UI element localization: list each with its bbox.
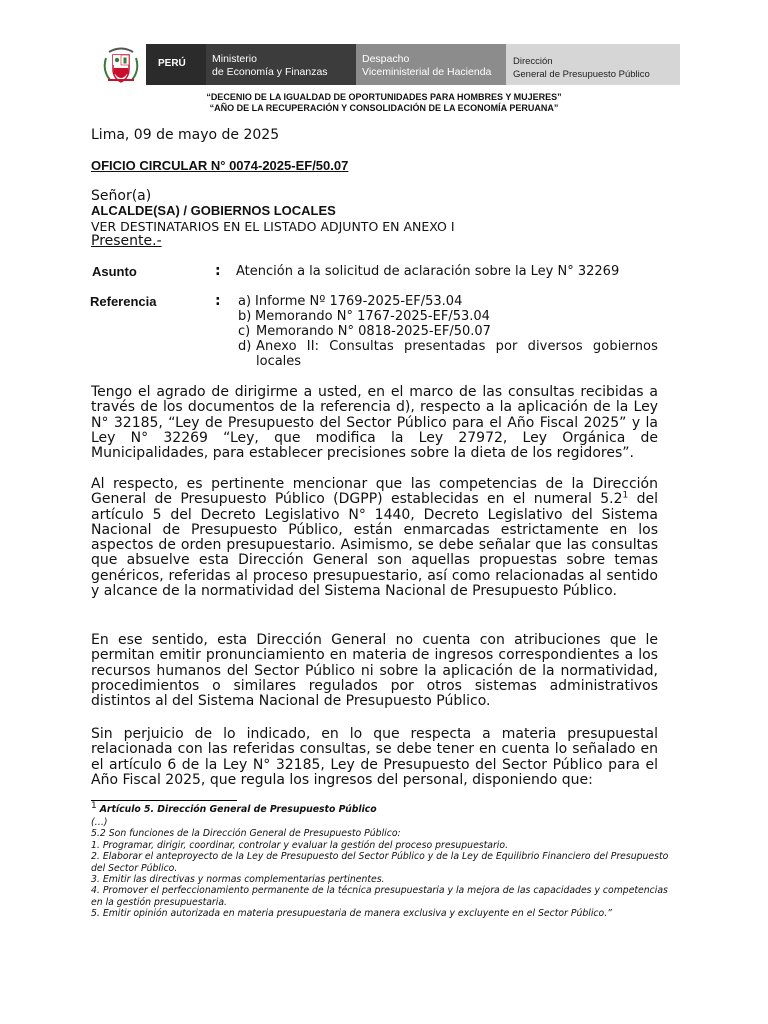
asunto-label: Asunto xyxy=(92,264,137,279)
year-name-line: “AÑO DE LA RECUPERACIÓN Y CONSOLIDACIÓN DE LA ECONOMÍA PERUANA” xyxy=(209,103,559,113)
footnote-line: 1. Programar, dirigir, coordinar, controlar y evaluar la gestión del proceso presupuestario. xyxy=(91,839,509,851)
direction-label: Dirección General de Presupuesto Público xyxy=(506,44,680,85)
viceministry-label: Despacho Viceministerial de Hacienda xyxy=(356,44,506,85)
ref-text: Memorando N° 0818-2025-EF/50.07 xyxy=(256,324,491,339)
footnote-line: 4. Promover el perfeccionamiento permanente de la técnica presupuestaria y la mejora de las capacidades y competencias en la gestión presupuestaria. xyxy=(91,885,668,908)
asunto-colon: : xyxy=(215,263,221,279)
ref-letter: b) xyxy=(238,309,252,324)
recipient-note: VER DESTINATARIOS EN EL LISTADO ADJUNTO EN ANEXO I xyxy=(91,219,455,234)
footnote-ref: 1 xyxy=(622,490,629,501)
paragraph: Tengo el agrado de dirigirme a usted, en el marco de las consultas recibidas a través de los documentos de la referencia d), respecto a la aplicación de la Ley N° 32185, “Ley de Presupuesto del Sector Público para el Año Fiscal 2025” y la Ley N° 32269 “Ley, que modifica la Ley 27972, Ley Orgánica de Municipalidades, para establecer precisiones sobre la dieta de los regidores”. xyxy=(91,384,658,462)
ref-text: Memorando N° 1767-2025-EF/53.04 xyxy=(255,309,490,324)
letter-date: Lima, 09 de mayo de 2025 xyxy=(91,127,280,143)
paragraph: Al respecto, es pertinente mencionar que las competencias de la Dirección General de Presupuesto Público (DGPP) establecidas en el numeral $5.2^1$ del artículo 5 del Decreto Legislativo N° 1440, Decreto Legislativo del Sistema Nacional de Presupuesto Público, están enmarcadas estrictamente en los aspectos de orden presupuestario. Asimismo, se debe señalar que las consultas que absuelve esta Dirección General son aquellas propuestas sobre temas genéricos, referidas al proceso presupuestario, así como relacionadas al sentido y alcance de la normatividad del Sistema Nacional de Presupuesto Público. xyxy=(91,476,658,600)
referencia-label: Referencia xyxy=(90,294,157,309)
footnote-title: $^1$ Artículo 5. Dirección General de Presupuesto Público xyxy=(91,800,377,815)
footnote-body xyxy=(91,817,677,920)
presente-label: Presente.- xyxy=(91,233,162,249)
oficio-number: OFICIO CIRCULAR N° 0074-2025-EF/50.07 xyxy=(91,158,349,173)
footnote-line: 3. Emitir las directivas y normas complementarias pertinentes. xyxy=(91,874,385,886)
paragraph: Sin perjuicio de lo indicado, en lo que respecta a materia presupuestal relacionada con las referidas consultas, se debe tener en cuenta lo señalado en el artículo 6 de la Ley N° 32185, Ley de Presupuesto del Sector Público para el Año Fiscal 2025, que regula los ingresos del personal, disponiendo que: xyxy=(91,726,658,788)
footnote-line: 2. Elaborar el anteproyecto de la Ley de Presupuesto del Sector Público y de la Ley de Equilibrio Financiero del Presupuesto del Sector Público. xyxy=(91,851,669,874)
referencia-colon: : xyxy=(215,293,221,309)
footnote-line: (…) xyxy=(91,817,108,828)
ref-letter: d) xyxy=(238,339,252,354)
salutation: Señor(a) xyxy=(91,188,152,204)
ref-text: Informe Nº 1769-2025-EF/53.04 xyxy=(255,294,463,309)
ref-letter: a) xyxy=(238,294,252,309)
ref-text: Anexo II: Consultas presentadas por diversos gobiernos xyxy=(256,339,658,354)
peru-coat-of-arms-icon xyxy=(100,44,142,86)
ministry-label: Ministerio de Economía y Finanzas xyxy=(206,44,356,85)
paragraph: En ese sentido, esta Dirección General no cuenta con atribuciones que le permitan emitir pronunciamiento en materia de ingresos correspondientes a los recursos humanos del Sector Público ni sobre la aplicación de la normatividad, procedimientos o similares regulados por otros sistemas administrativos distintos al del Sistema Nacional de Presupuesto Público. xyxy=(91,632,658,710)
country-badge: PERÚ xyxy=(146,44,206,85)
recipient-name: ALCALDE(SA) / GOBIERNOS LOCALES xyxy=(91,203,336,218)
footnote-line: 5.2 Son funciones de la Dirección General de Presupuesto Público: xyxy=(91,828,401,840)
ref-text-continued: locales xyxy=(256,354,302,369)
footnote-separator xyxy=(91,800,237,801)
footnote-line: 5. Emitir opinión autorizada en materia presupuestaria de manera exclusiva y excluyente en el Sector Público.” xyxy=(91,908,612,920)
asunto-text: Atención a la solicitud de aclaración sobre la Ley N° 32269 xyxy=(236,264,620,279)
ref-letter: c) xyxy=(238,324,251,339)
decenio-line: “DECENIO DE LA IGUALDAD DE OPORTUNIDADES PARA HOMBRES Y MUJERES” xyxy=(206,92,562,102)
